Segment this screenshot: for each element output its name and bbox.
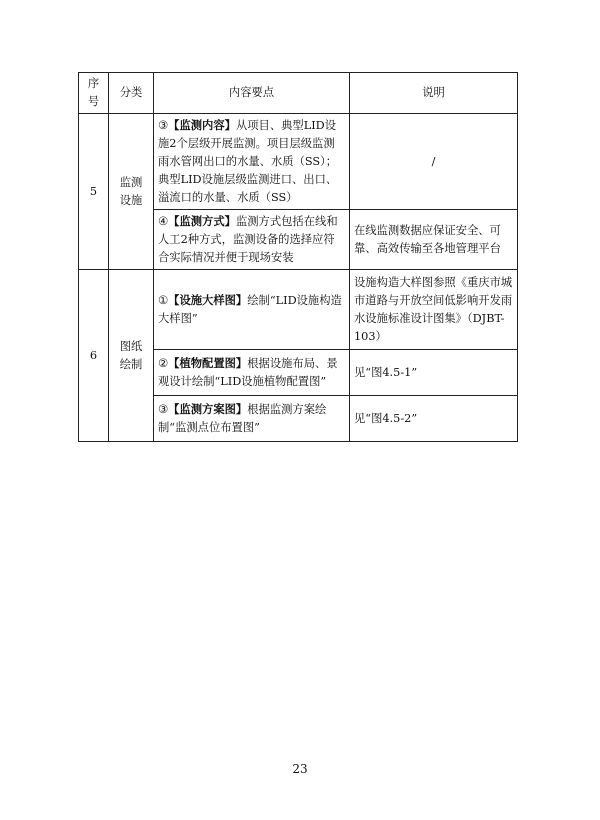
row-category <box>109 270 154 442</box>
item-marker: ③ <box>158 403 169 416</box>
item-key: 【监测方案图】 <box>168 402 248 416</box>
header-description: 说明 <box>350 73 518 114</box>
content-cell <box>154 210 350 270</box>
requirements-table <box>78 72 518 442</box>
category-text: 监测设施 <box>119 175 143 207</box>
category-text: 图纸绘制 <box>119 339 143 371</box>
item-text: 监测方式包括在线和人工2种方式，监测设备的选择应符合实际情况并便于现场安装 <box>158 215 338 264</box>
page-number: 23 <box>292 762 308 776</box>
item-text: 根据监测方案绘制“监测点位布置图” <box>158 403 327 434</box>
item-key: 【设施大样图】 <box>168 293 248 307</box>
item-key: 【植物配置图】 <box>168 356 248 370</box>
item-text: 绘制“LID设施构造大样图” <box>158 294 342 325</box>
item-marker: ② <box>158 357 169 370</box>
item-marker: ③ <box>158 119 169 132</box>
table-header-row <box>79 73 518 114</box>
content-cell <box>154 270 350 350</box>
description-cell: 见“图4.5-2” <box>350 396 518 442</box>
description-cell: 见“图4.5-1” <box>350 350 518 396</box>
item-text: 根据设施布局、景观设计绘制“LID设施植物配置图” <box>158 357 338 388</box>
item-marker: ④ <box>158 215 169 228</box>
header-category: 分类 <box>109 73 154 114</box>
table-row <box>79 114 518 210</box>
content-cell <box>154 350 350 396</box>
row-number: 6 <box>79 270 109 442</box>
item-text: 从项目、典型LID设施2个层级开展监测。项目层级监测雨水管网出口的水量、水质（SS）；典型LID设施层级监测进口、出口、溢流口的水量、水质（SS） <box>158 119 338 204</box>
content-cell <box>154 114 350 210</box>
item-key: 【监测方式】 <box>168 214 236 228</box>
table-row <box>79 270 518 350</box>
description-cell: / <box>350 114 518 210</box>
row-number: 5 <box>79 114 109 270</box>
description-cell: 设施构造大样图参照《重庆市城市道路与开放空间低影响开发雨水设施标准设计图集》（DJBT-103） <box>350 270 518 350</box>
header-content: 内容要点 <box>154 73 350 114</box>
row-category <box>109 114 154 270</box>
header-num: 序号 <box>79 73 109 114</box>
description-cell: 在线监测数据应保证安全、可靠、高效传输至各地管理平台 <box>350 210 518 270</box>
item-key: 【监测内容】 <box>168 118 236 132</box>
content-cell <box>154 396 350 442</box>
item-marker: ① <box>158 294 169 307</box>
